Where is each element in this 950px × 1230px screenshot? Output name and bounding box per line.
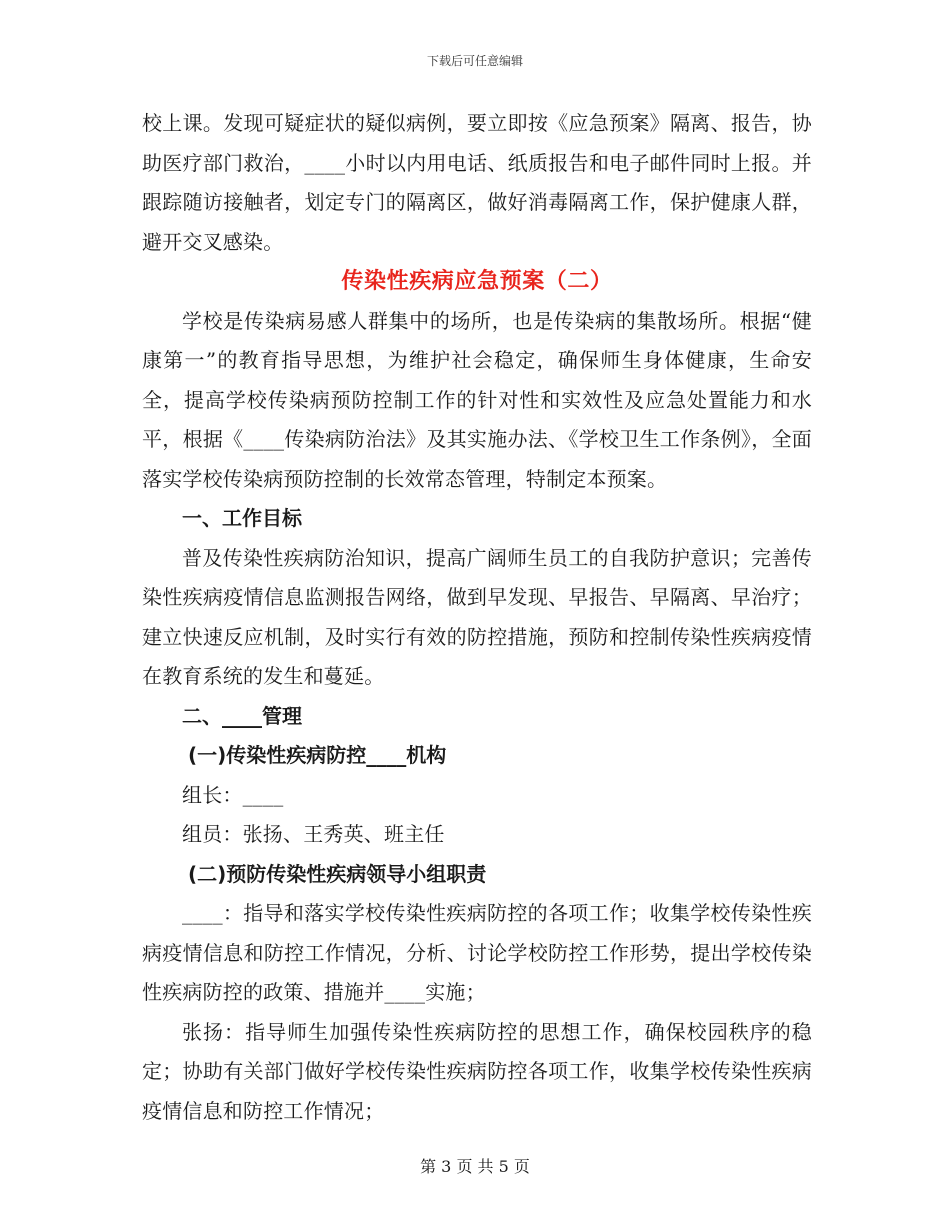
heading-organization: (一)传染性疾病防控____机构 (188, 743, 447, 767)
paragraph-duty-1: ____：指导和落实学校传染性疾病防控的各项工作；收集学校传染性疾病疫情信息和防控工作情况，分析、讨论学校防控工作形势，提出学校传染性疾病防控的政策、措施并____实施； (142, 901, 812, 1004)
paragraph-intro: 学校是传染病易感人群集中的场所，也是传染病的集散场所。根据“健康第一”的教育指导思想，为维护社会稳定，确保师生身体健康，生命安全，提高学校传染病预防控制工作的针对性和实效性及应急处置能力和水平，根据《____传染病防治法》及其实施办法、《学校卫生工作条例》，全面落实学校传染病预防控制的长效常态管理，特制定本预案。 (142, 308, 812, 491)
heading-duties: (二)预防传染性疾病领导小组职责 (188, 861, 487, 886)
paragraph-duty-2: 张扬：指导师生加强传染性疾病防控的思想工作，确保校园秩序的稳定；协助有关部门做好学校传染性疾病防控各项工作，收集学校传染性疾病疫情信息和防控工作情况； (142, 1019, 812, 1123)
heading-work-goal: 一、工作目标 (182, 506, 302, 530)
paragraph-members: 组员：张扬、王秀英、班主任 (182, 822, 445, 846)
document-body (142, 104, 812, 1131)
paragraph-work-goal: 普及传染性疾病防治知识，提高广阔师生员工的自我防护意识；完善传染性疾病疫情信息监测报告网络，做到早发现、早报告、早隔离、早治疗；建立快速反应机制，及时实行有效的防控措施，预防和控制传染性疾病疫情在教育系统的发生和蔓延。 (142, 545, 812, 688)
paragraph-continuation: 校上课。发现可疑症状的疑似病例，要立即按《应急预案》隔离、报告，协助医疗部门救治，____小时以内用电话、纸质报告和电子邮件同时上报。并跟踪随访接触者，划定专门的隔离区，做好消毒隔离工作，保护健康人群，避开交叉感染。 (142, 111, 812, 254)
section-title: 传染性疾病应急预案（二） (341, 269, 613, 294)
paragraph-leader: 组长：____ (182, 782, 284, 807)
page-footer: 第 3 页 共 5 页 (420, 1157, 530, 1176)
heading-management: 二、____管理 (182, 703, 302, 728)
header-note: 下载后可任意编辑 (426, 54, 523, 68)
